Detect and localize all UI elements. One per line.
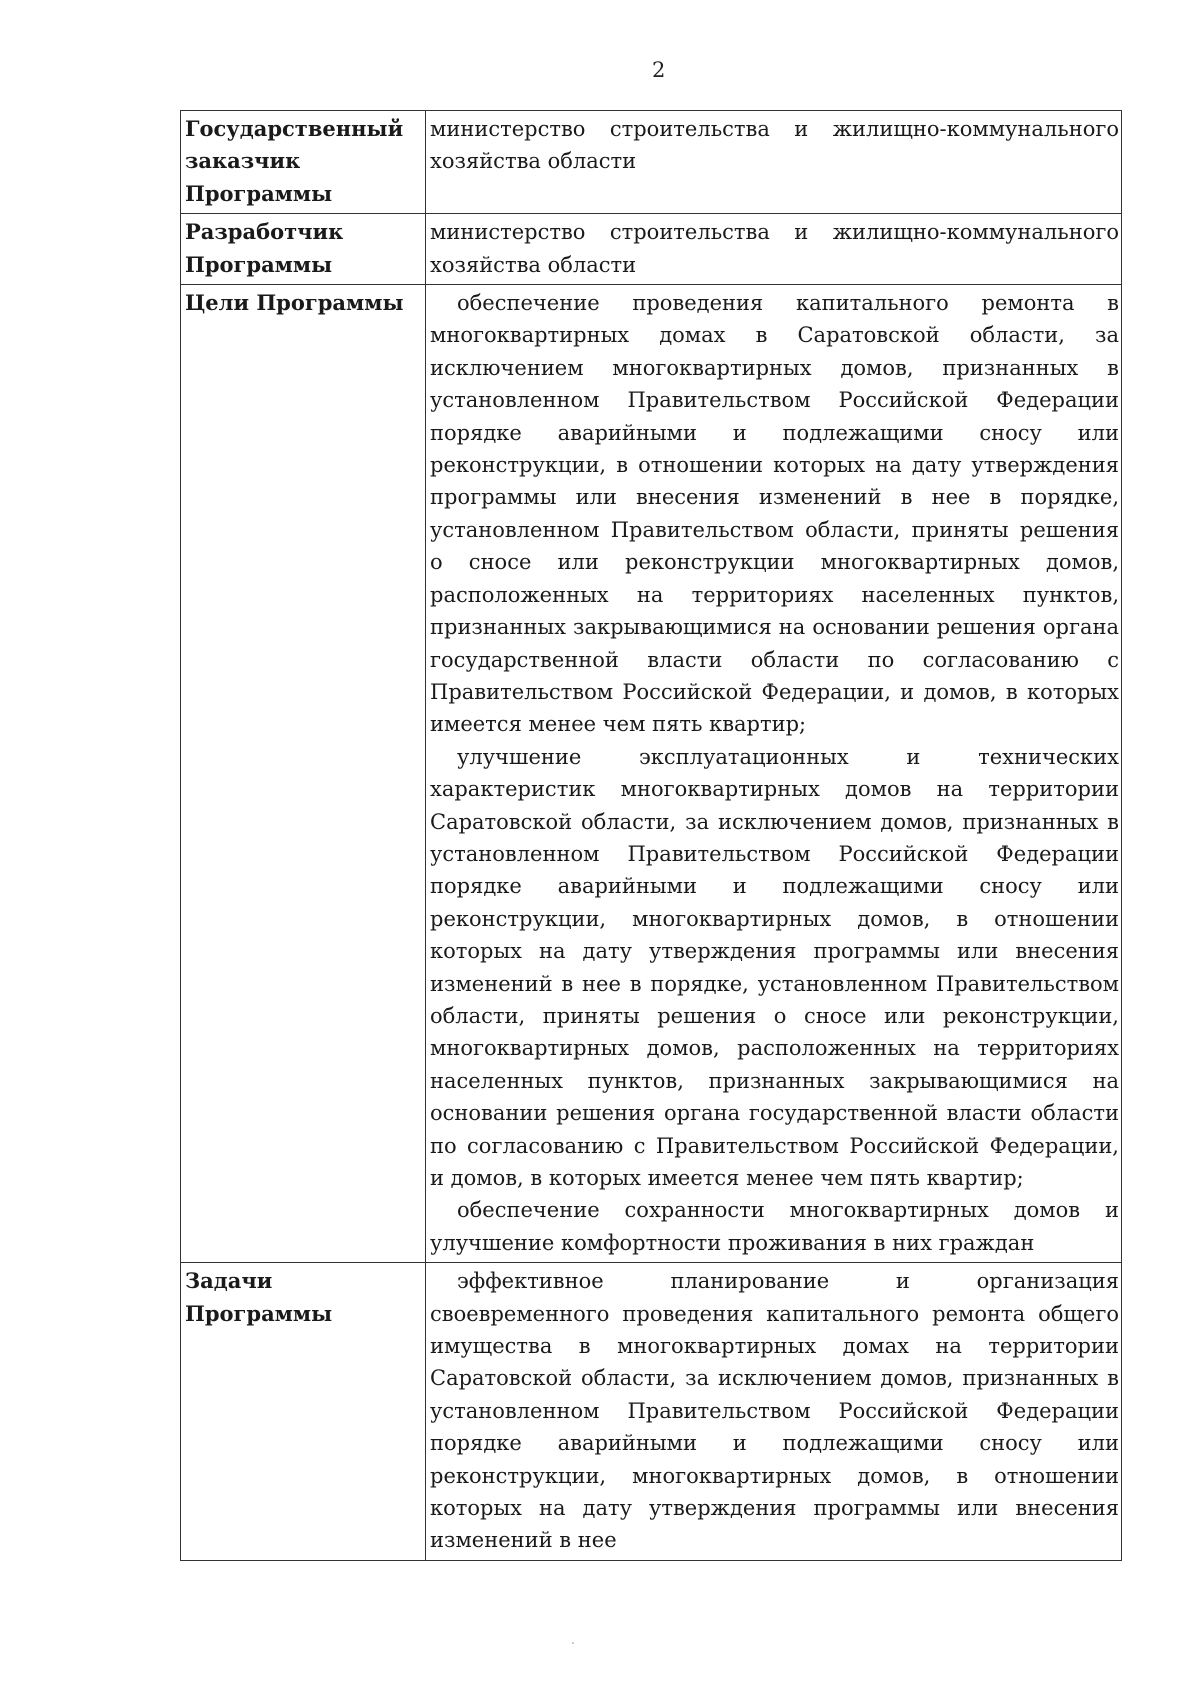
row-label-customer xyxy=(181,111,426,214)
label-line: заказчик xyxy=(185,148,301,174)
label-line: Государственный xyxy=(185,116,404,141)
row-value-customer xyxy=(426,111,1122,214)
row-value-goals xyxy=(426,285,1122,1263)
paragraph: улучшение эксплуатационных и технических характеристик многоквартирных домов на территории Саратовской области, за исключением домов, признанных в установленном Правительством Российской Федерации порядке аварийными и подлежащими сносу или реконструкции, многоквартирных домов, в отношении которых на дату утверждения программы или внесения изменений в нее в порядке, установленном Правительством области, приняты решения о сносе или реконструкции, многоквартирных домов, расположенных на территориях населенных пунктов, признанных закрывающимися на основании решения органа государственной власти области по согласованию с Правительством Российской Федерации, и домов, в которых имеется менее чем пять квартир; xyxy=(430,744,1119,1190)
label-line: Разработчик xyxy=(185,219,344,245)
page-number: 2 xyxy=(652,58,666,82)
paragraph: министерство строительства и жилищно-коммунального хозяйства области xyxy=(430,220,1119,277)
table-row-tasks xyxy=(181,1263,1122,1561)
row-label-tasks xyxy=(181,1263,426,1561)
paragraph: обеспечение проведения капитального ремонта в многоквартирных домах в Саратовской области, за исключением многоквартирных домов, признанных в установленном Правительством Российской Федерации порядке аварийными и подлежащими сносу или реконструкции, в отношении которых на дату утверждения программы или внесения изменений в нее в порядке, установленном Правительством области, приняты решения о сносе или реконструкции многоквартирных домов, расположенных на территориях населенных пунктов, признанных закрывающимися на основании решения органа государственной власти области по согласованию с Правительством Российской Федерации, и домов, в которых имеется менее чем пять квартир; xyxy=(430,291,1119,737)
label-line: Цели Программы xyxy=(185,290,404,316)
paragraph: эффективное планирование и организация своевременного проведения капитального ремонта общего имущества в многоквартирных домах на территории Саратовской области, за исключением домов, признанных в установленном Правительством Российской Федерации порядке аварийными и подлежащими сносу или реконструкции, многоквартирных домов, в отношении которых на дату утверждения программы или внесения изменений в нее xyxy=(430,1269,1119,1553)
label-line: Программы xyxy=(185,180,333,206)
program-passport-table xyxy=(180,110,1122,1561)
paragraph: обеспечение сохранности многоквартирных домов и улучшение комфортности проживания в них граждан xyxy=(430,1198,1119,1255)
row-label-developer xyxy=(181,214,426,285)
row-value-developer xyxy=(426,214,1122,285)
label-line: Программы xyxy=(185,251,333,277)
table-row-developer xyxy=(181,214,1122,285)
row-label-goals xyxy=(181,285,426,1263)
scan-artifact-dot xyxy=(572,1642,574,1644)
label-line: Программы xyxy=(185,1300,333,1326)
table-row-customer xyxy=(181,111,1122,214)
paragraph: министерство строительства и жилищно-коммунального хозяйства области xyxy=(430,117,1119,174)
row-value-tasks xyxy=(426,1263,1122,1561)
table-row-goals xyxy=(181,285,1122,1263)
label-line: Задачи xyxy=(185,1268,273,1294)
